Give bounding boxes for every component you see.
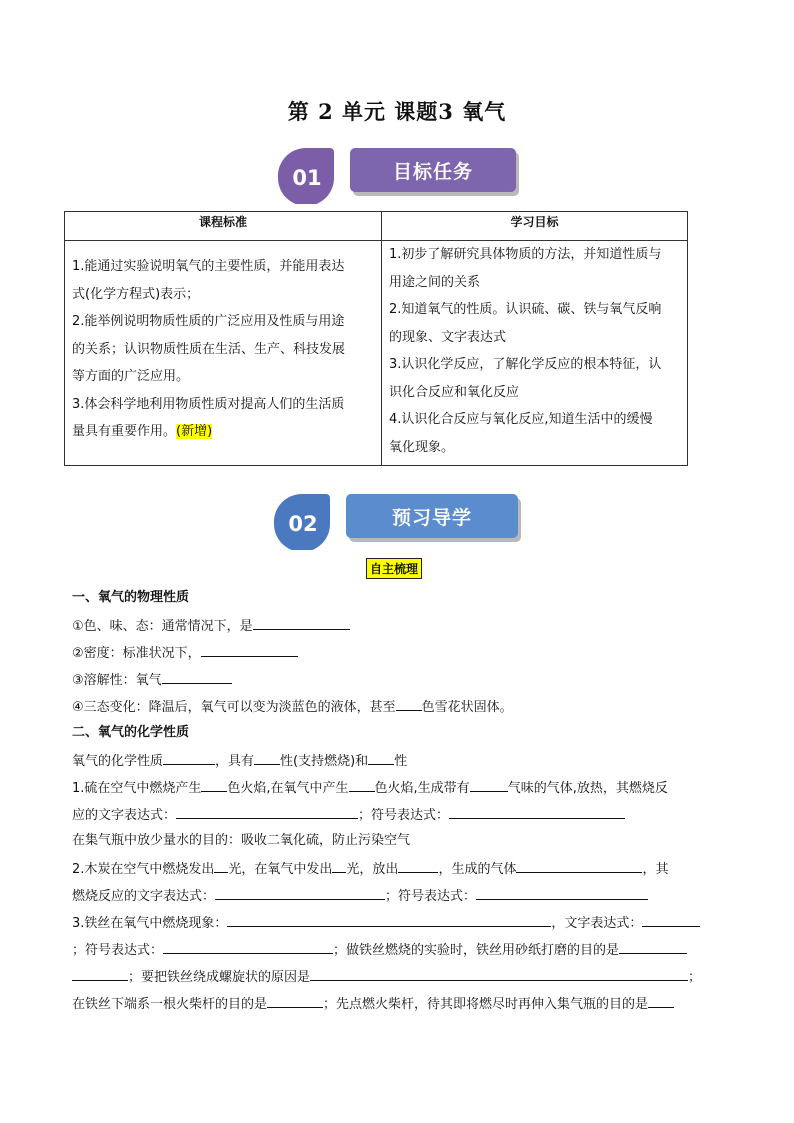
text-line: ④三态变化：降温后，氧气可以变为淡蓝色的液体，甚至 色雪花状固体。 bbox=[72, 696, 724, 723]
answer-blank[interactable] bbox=[162, 669, 232, 684]
text-line: ③溶解性：氧气 bbox=[72, 669, 724, 696]
standard-line: 2.能举例说明物质性质的广泛应用及性质与用途 bbox=[72, 314, 345, 329]
text-line: ；要把铁丝绕成螺旋状的原因是 ； bbox=[72, 966, 724, 993]
answer-blank[interactable] bbox=[253, 615, 350, 630]
text-line: 氧气的化学性质 ，具有 性(支持燃烧)和 性 bbox=[72, 750, 724, 777]
answer-blank[interactable] bbox=[476, 885, 648, 900]
answer-blank[interactable] bbox=[163, 750, 215, 765]
text-line: 3.铁丝在氧气中燃烧现象： ，文字表达式： bbox=[72, 912, 724, 939]
objective-line: 3.认识化学反应，了解化学反应的根本特征，认 bbox=[389, 357, 662, 372]
standard-line: 式(化学方程式)表示； bbox=[72, 286, 200, 302]
answer-blank[interactable] bbox=[516, 858, 642, 873]
badge-01-icon bbox=[276, 148, 336, 204]
text-line: ②密度：标准状况下， bbox=[72, 642, 724, 669]
standard-line: 1.能通过实验说明氧气的主要性质，并能用表达 bbox=[72, 259, 345, 274]
text-line: 在集气瓶中放少量水的目的：吸收二氧化硫，防止污染空气 bbox=[72, 833, 411, 848]
answer-blank[interactable] bbox=[470, 777, 508, 792]
answer-blank[interactable] bbox=[349, 777, 375, 792]
goals-table bbox=[64, 211, 688, 466]
table-header-standard: 课程标准 bbox=[65, 212, 382, 241]
answer-blank[interactable] bbox=[648, 993, 674, 1008]
objective-line: 用途之间的关系 bbox=[389, 274, 481, 290]
answer-blank[interactable] bbox=[619, 939, 687, 954]
standard-line: 的关系；认识物质性质在生活、生产、科技发展 bbox=[72, 341, 346, 357]
badge-02-icon bbox=[272, 494, 332, 550]
answer-blank[interactable] bbox=[72, 966, 128, 981]
objective-line: 的现象、文字表达式 bbox=[389, 329, 507, 345]
section-heading: 一、氧气的物理性质 bbox=[72, 590, 190, 605]
badge-01-number: 01 bbox=[292, 166, 322, 190]
text-line: ①色、味、态：通常情况下，是 bbox=[72, 615, 724, 642]
section-heading: 二、氧气的化学性质 bbox=[72, 725, 190, 740]
text-line: ；符号表达式： ；做铁丝燃烧的实验时，铁丝用砂纸打磨的目的是 bbox=[72, 939, 724, 966]
answer-blank[interactable] bbox=[310, 966, 688, 981]
answer-blank[interactable] bbox=[176, 804, 358, 819]
answer-blank[interactable] bbox=[227, 912, 551, 927]
standard-line: 等方面的广泛应用。 bbox=[72, 369, 190, 384]
answer-blank[interactable] bbox=[332, 858, 346, 873]
standard-line: 量具有重要作用。(新增) bbox=[72, 424, 213, 439]
answer-blank[interactable] bbox=[163, 939, 333, 954]
answer-blank[interactable] bbox=[214, 858, 228, 873]
answer-blank[interactable] bbox=[398, 858, 438, 873]
objectives-cell bbox=[382, 241, 688, 466]
text-line: 应的文字表达式： ；符号表达式： bbox=[72, 804, 724, 831]
answer-blank[interactable] bbox=[368, 750, 394, 765]
objective-line: 识化合反应和氧化反应 bbox=[389, 384, 520, 400]
objective-line: 1.初步了解研究具体物质的方法，并知道性质与 bbox=[389, 247, 662, 262]
answer-blank[interactable] bbox=[642, 912, 700, 927]
banner-preview-label: 预习导学 bbox=[346, 494, 518, 538]
standard-cell bbox=[65, 241, 382, 466]
answer-blank[interactable] bbox=[201, 777, 227, 792]
banner-preview bbox=[272, 494, 524, 550]
objective-line: 氧化现象。 bbox=[389, 439, 455, 455]
answer-blank[interactable] bbox=[267, 993, 323, 1008]
answer-blank[interactable] bbox=[215, 885, 385, 900]
text-line: 2.木炭在空气中燃烧发出 光，在氧气中发出 光，放出 ，生成的气体 ，其 bbox=[72, 858, 724, 885]
section-tag: 自主梳理 bbox=[366, 558, 422, 579]
answer-blank[interactable] bbox=[449, 804, 625, 819]
objective-line: 2.知道氧气的性质。认识硫、碳、铁与氧气反响 bbox=[389, 302, 662, 317]
badge-02-number: 02 bbox=[288, 512, 318, 536]
content bbox=[72, 588, 724, 1020]
answer-blank[interactable] bbox=[201, 642, 298, 657]
answer-blank[interactable] bbox=[396, 696, 422, 711]
page-title: 第 2 单元 课题3 氧气 bbox=[287, 99, 507, 124]
banner-goals-label: 目标任务 bbox=[350, 148, 516, 192]
new-tag: (新增) bbox=[176, 424, 213, 439]
standard-line: 3.体会科学地利用物质性质对提高人们的生活质 bbox=[72, 396, 345, 412]
text-line: 1.硫在空气中燃烧产生 色火焰,在氧气中产生 色火焰,生成带有 气味的气体,放热，其燃烧反 bbox=[72, 777, 724, 804]
banner-goals bbox=[276, 148, 520, 204]
table-header-objectives: 学习目标 bbox=[382, 212, 688, 241]
text-line: 在铁丝下端系一根火柴杆的目的是 ；先点燃火柴杆，待其即将燃尽时再伸入集气瓶的目的是 bbox=[72, 993, 724, 1020]
objective-line: 4.认识化合反应与氧化反应,知道生活中的缓慢 bbox=[389, 412, 653, 427]
text-line: 燃烧反应的文字表达式： ；符号表达式： bbox=[72, 885, 724, 912]
answer-blank[interactable] bbox=[254, 750, 280, 765]
